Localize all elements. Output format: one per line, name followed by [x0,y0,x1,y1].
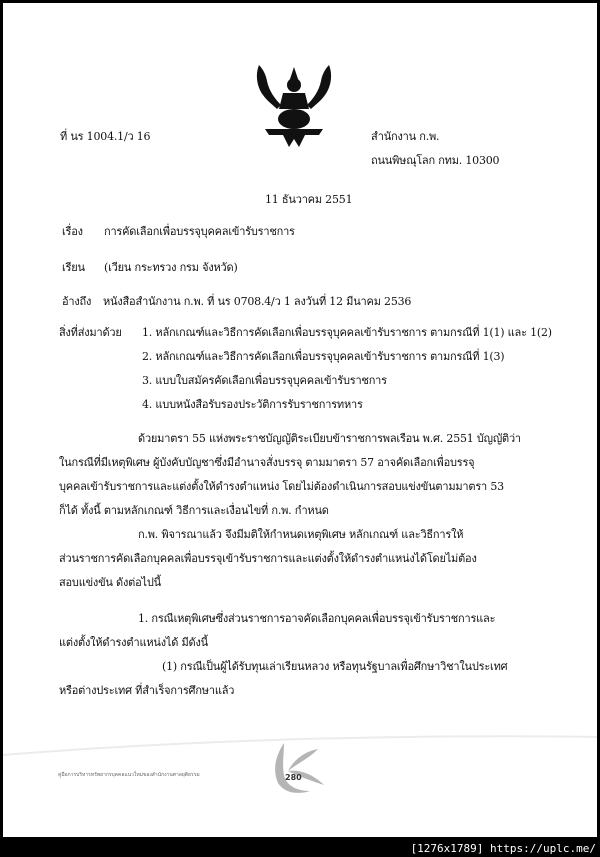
enclosure-item: 3. แบบใบสมัครคัดเลือกเพื่อบรรจุบุคคลเข้ารับราชการ [142,374,387,387]
page-number: 280 [285,773,302,782]
enclosure-item: 1. หลักเกณฑ์และวิธีการคัดเลือกเพื่อบรรจุบุคคลเข้ารับราชการ ตามกรณีที่ 1(1) และ 1(2) [142,326,552,339]
body-paragraph-line: สอบแข่งขัน ดังต่อไปนี้ [59,576,161,589]
subject-text: การคัดเลือกเพื่อบรรจุบุคคลเข้ารับราชการ [104,225,295,238]
body-paragraph-line: หรือต่างประเทศ ที่สำเร็จการศึกษาแล้ว [59,684,235,697]
enclosure-item: 2. หลักเกณฑ์และวิธีการคัดเลือกเพื่อบรรจุบุคคลเข้ารับราชการ ตามกรณีที่ 1(3) [142,350,505,363]
document-number: ที่ นร 1004.1/ว 16 [60,130,151,143]
garuda-emblem-icon [253,61,335,147]
to-label: เรียน [62,261,85,274]
subject-label: เรื่อง [62,225,83,238]
document-date: 11 ธันวาคม 2551 [265,193,353,206]
body-paragraph-line: ส่วนราชการคัดเลือกบุคคลเพื่อบรรจุเข้ารับราชการและแต่งตั้งให้ดำรงตำแหน่งได้โดยไม่ต้อง [59,552,477,565]
to-text: (เวียน กระทรวง กรม จังหวัด) [104,261,238,274]
body-paragraph-line: บุคคลเข้ารับราชการและแต่งตั้งให้ดำรงตำแหน่ง โดยไม่ต้องดำเนินการสอบแข่งขันตามมาตรา 53 [59,480,504,493]
body-paragraph-line: ด้วยมาตรา 55 แห่งพระราชบัญญัติระเบียบข้าราชการพลเรือน พ.ศ. 2551 บัญญัติว่า [138,432,521,445]
footer-text: คู่มือการบริหารทรัพยากรบุคคลแนวใหม่ของสำนักงานศาลยุติธรรม [58,772,200,778]
reference-text: หนังสือสำนักงาน ก.พ. ที่ นร 0708.4/ว 1 ลงวันที่ 12 มีนาคม 2536 [103,295,412,308]
body-paragraph-line: แต่งตั้งให้ดำรงตำแหน่งได้ มีดังนี้ [59,636,208,649]
image-watermark: [1276x1789] https://uplc.me/ [410,842,596,855]
body-paragraph-line: ก.พ. พิจารณาแล้ว จึงมีมติให้กำหนดเหตุพิเศษ หลักเกณฑ์ และวิธีการให้ [138,528,464,541]
body-paragraph-line: ก็ได้ ทั้งนี้ ตามหลักเกณฑ์ วิธีการและเงื่อนไขที่ ก.พ. กำหนด [59,504,329,517]
body-paragraph-line: 1. กรณีเหตุพิเศษซึ่งส่วนราชการอาจคัดเลือกบุคคลเพื่อบรรจุเข้ารับราชการและ [138,612,496,625]
office-address: ถนนพิษณุโลก กทม. 10300 [371,154,500,167]
footer-leaf-logo-icon [258,741,338,796]
enclosure-item: 4. แบบหนังสือรับรองประวัติการรับราชการทหาร [142,398,363,411]
body-paragraph-line: (1) กรณีเป็นผู้ได้รับทุนเล่าเรียนหลวง หรือทุนรัฐบาลเพื่อศึกษาวิชาในประเทศ [162,660,508,673]
document-page [3,3,597,837]
reference-label: อ้างถึง [62,295,92,308]
enclosures-label: สิ่งที่ส่งมาด้วย [59,326,122,339]
office-name: สำนักงาน ก.พ. [371,130,440,143]
body-paragraph-line: ในกรณีที่มีเหตุพิเศษ ผู้บังคับบัญชาซึ่งมีอำนาจสั่งบรรจุ ตามมาตรา 57 อาจคัดเลือกเพื่อบรรจุ [59,456,475,469]
